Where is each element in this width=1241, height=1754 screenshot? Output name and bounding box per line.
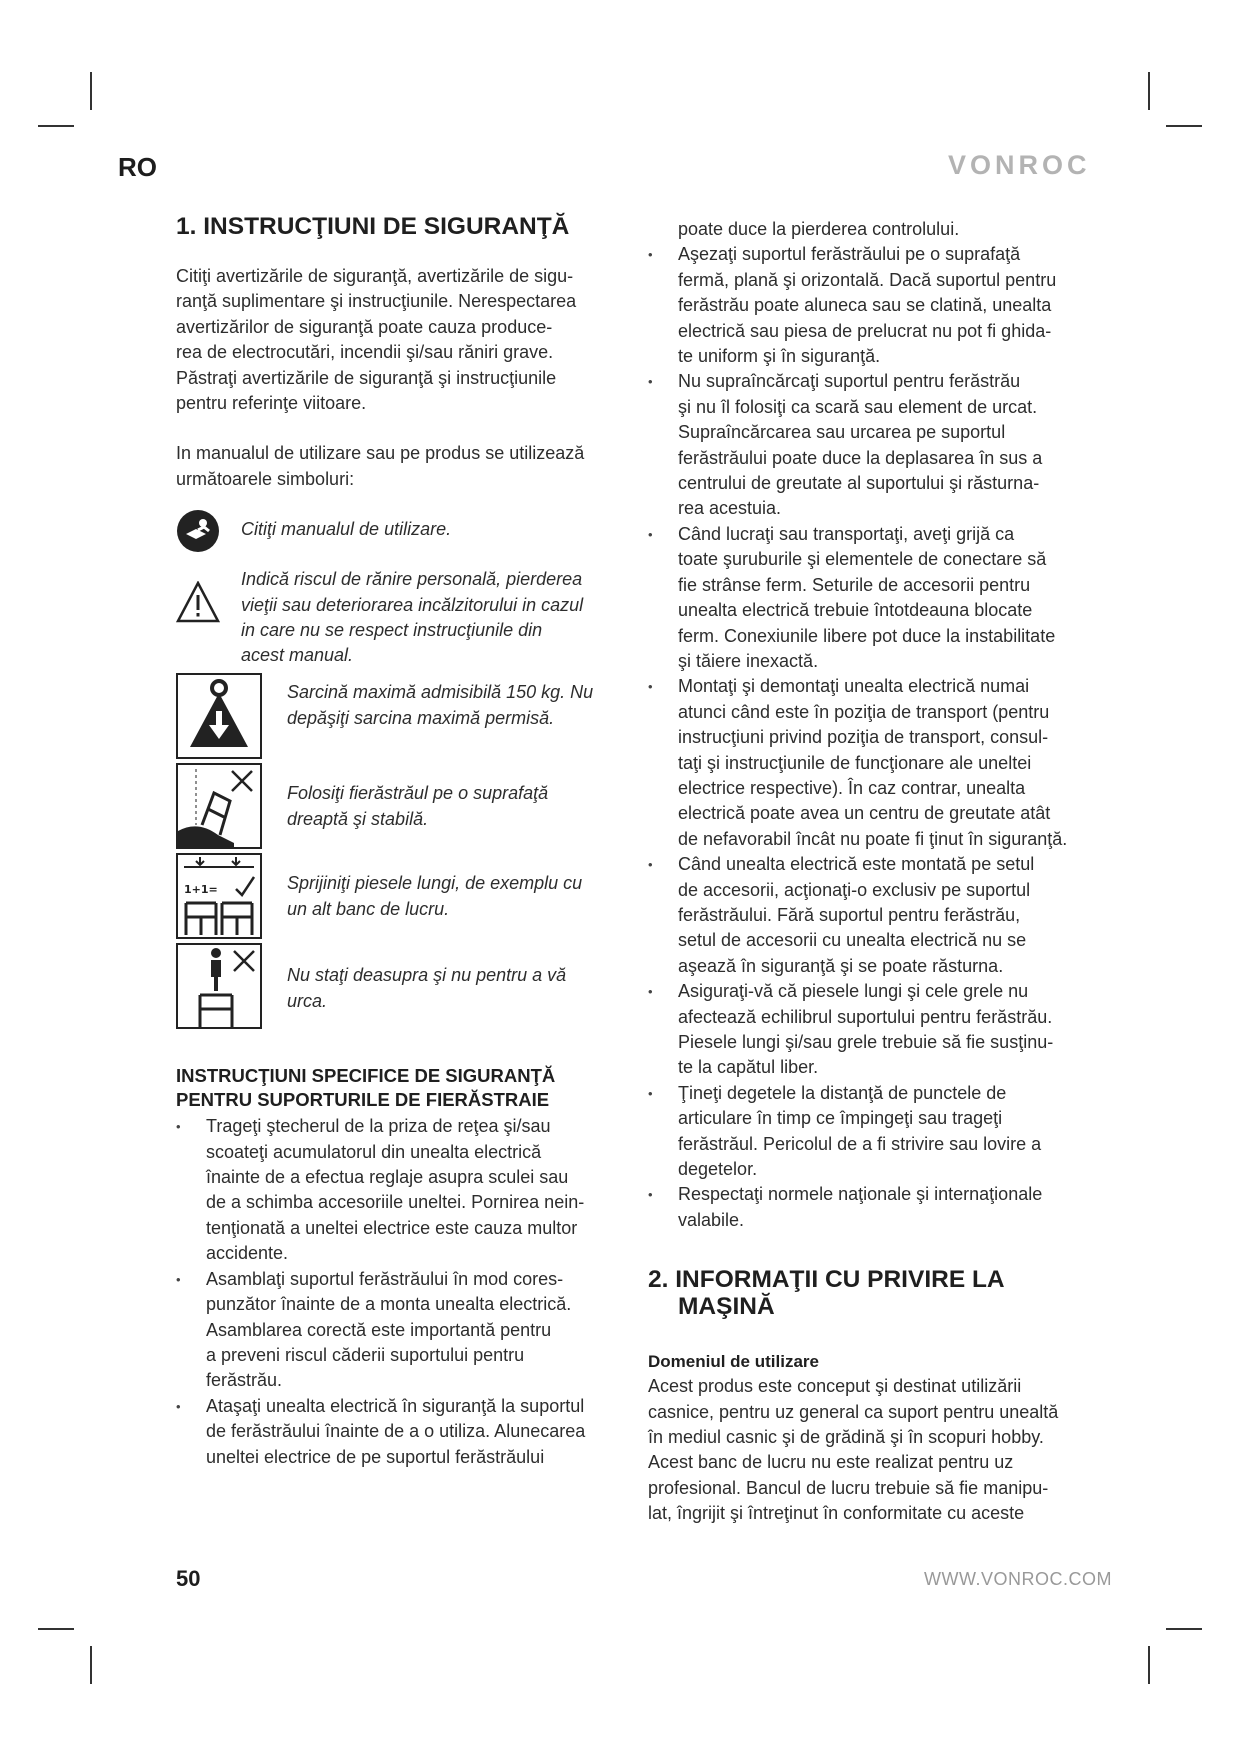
symbol-do-not-climb: Nu staţi deasupra şi nu pentru a vă urca. — [176, 943, 626, 1033]
website-url: WWW.VONROC.COM — [924, 1569, 1112, 1589]
crop-mark — [90, 72, 92, 110]
left-bullet-list — [176, 1114, 626, 1470]
list-item: • Ţineţi degetele la distanţă de punctele de articulare în timp ce împingeţi sau trageţi ferăstrăul. Pericolul de a fi strivire sau lovire a degetelor. — [648, 1081, 1098, 1183]
symbols-intro: In manualul de utilizare sau pe produs se utilizează următoarele simboluri: — [176, 443, 585, 489]
usage-paragraph: Acest produs este conceput şi destinat utilizării casnice, pentru uz general ca suport pentru unealtă în mediul casnic şi de grădină şi în scopuri hobby. Acest banc de lucru nu este realizat pentru uz profesional. Bancul de lucru trebuie să fie manipu- lat, îngrijit şi întreţinut în conformitate cu aceste — [648, 1376, 1059, 1524]
list-item: • Trageţi ştecherul de la priza de reţea şi/sau scoateţi acumulatorul din unealta electrică înainte de a efectua reglaje asupra sculei sau de a schimba accesoriile uneltei. Pornirea nein- tenţionată a uneltei electrice este cauza multor accidente. — [176, 1114, 626, 1266]
crop-mark — [1166, 1628, 1202, 1630]
section-1-title: 1. INSTRUCŢIUNI DE SIGURANŢĂ — [176, 213, 570, 240]
list-item: • Nu supraîncărcaţi suportul pentru ferăstrău şi nu îl folosiţi ca scară sau element de urcat. Supraîncărcarea sau urcarea pe suportul ferăstrăului poate duce la deplasarea în sus a centrului de greutate al suportului şi răsturna- rea acestuia. — [648, 369, 1098, 521]
right-bullet-list — [648, 242, 1098, 1233]
crop-mark — [1166, 125, 1202, 127]
crop-mark — [1148, 1646, 1150, 1684]
list-item: • Aşezaţi suportul ferăstrăului pe o suprafaţă fermă, plană şi orizontală. Dacă suportul pentru ferăstrău poate aluneca sau se clatină, unealta electrică sau piesa de prelucrat nu pot fi ghida- te uniform şi în siguranţă. — [648, 242, 1098, 369]
list-item: • Când lucraţi sau transportaţi, aveţi grijă ca toate şuruburile şi elementele de conectare să fie strânse ferm. Seturile de accesorii pentru unealta electrică trebuie întotdeauna blocate ferm. Conexiunile libere pot duce la instabilitate şi tăiere inexactă. — [648, 522, 1098, 674]
crop-mark — [90, 1646, 92, 1684]
sum-label: 1+1= — [184, 883, 218, 897]
support-long-pieces-icon — [178, 855, 260, 937]
warning-icon — [176, 581, 220, 623]
list-item: • Ataşaţi unealta electrică în siguranţă la suportul de ferăstrăului înainte de a o utiliza. Alunecarea uneltei electrice de pe suportul ferăstrăului — [176, 1394, 626, 1470]
list-item: • Montaţi şi demontaţi unealta electrică numai atunci când este în poziţia de transport (pentru instrucţiuni privind poziţia de transport, consul- taţi şi instrucţiunile de funcţionare ale uneltei electrice respective). În caz contrar, unealta electrică poate avea un centru de greutate atât de nefavorabil încât nu poate fi ţinut în siguranţă. — [648, 674, 1098, 852]
crop-mark — [38, 125, 74, 127]
crop-mark — [1148, 72, 1150, 110]
flat-surface-icon — [178, 765, 260, 847]
list-item: • Când unealta electrică este montată pe setul de accesorii, acţionaţi-o exclusiv pe suportul ferăstrăului. Fără suportul pentru ferăstrău, setul de accesorii cu unealta electrică nu se aşează în siguranţă şi se poate răsturna. — [648, 852, 1098, 979]
brand-logo: VONROC — [948, 150, 1091, 180]
symbol-flat-surface: Folosiţi fierăstrăul pe o suprafaţă dreaptă şi stabilă. — [176, 763, 626, 853]
read-manual-icon — [176, 509, 220, 553]
symbol-support-long-pieces: 1+1= Sprijiniţi piesele lungi, de exemplu cu un alt banc de lucru. — [176, 853, 626, 943]
symbol-read-manual: Citiţi manualul de utilizare. — [176, 511, 626, 559]
specific-safety-title: INSTRUCŢIUNI SPECIFICE DE SIGURANŢĂ PENTRU SUPORTURILE DE FIERĂSTRAIE — [176, 1065, 556, 1111]
intro-paragraph: Citiţi avertizările de siguranţă, avertizările de sigu- ranţă suplimentare şi instrucţiunile. Nerespectarea avertizărilor de siguranţă poate cauza produce- rea de electrocutări, incendii şi/sau răniri grave. Păstraţi avertizările de siguranţă şi instrucţiunile pentru referinţe viitoare. — [176, 266, 577, 414]
symbol-warning: Indică riscul de rănire personală, pierderea vieţii sau deteriorarea incălzitorului in cazul in care nu se respect instrucţiunile din acest manual. — [176, 567, 626, 673]
usage-domain-heading: Domeniul de utilizare — [648, 1352, 819, 1372]
page-number: 50 — [176, 1566, 201, 1591]
do-not-climb-icon — [178, 945, 260, 1027]
language-code: RO — [118, 152, 157, 182]
symbol-max-load: Sarcină maximă admisibilă 150 kg. Nu depăşiţi sarcina maximă permisă. — [176, 673, 626, 763]
right-column — [648, 217, 1098, 1527]
left-column — [176, 212, 626, 1470]
continued-text: poate duce la pierderea controlului. — [678, 219, 960, 239]
max-load-icon — [178, 675, 260, 757]
list-item: • Asamblaţi suportul ferăstrăului în mod cores- punzător înainte de a monta unealta electrică. Asamblarea corectă este importantă pentru a preveni riscul căderii suportului pentru ferăstrău. — [176, 1267, 626, 1394]
list-item: • Respectaţi normele naţionale şi internaţionale valabile. — [648, 1182, 1098, 1233]
crop-mark — [38, 1628, 74, 1630]
section-2-title: 2. INFORMAŢII CU PRIVIRE LA MAŞINĂ — [648, 1266, 1005, 1321]
list-item: • Asiguraţi-vă că piesele lungi şi cele grele nu afectează echilibrul suportului pentru ferăstrău. Piesele lungi şi/sau grele trebuie să fie susţinu- te la capătul liber. — [648, 979, 1098, 1081]
